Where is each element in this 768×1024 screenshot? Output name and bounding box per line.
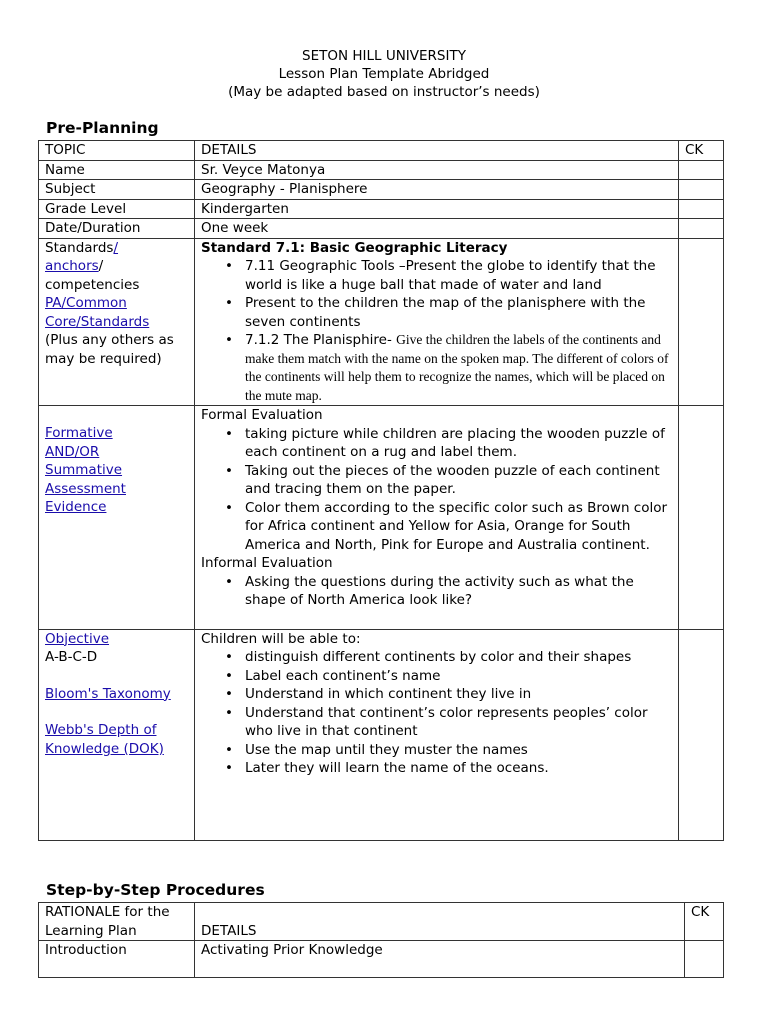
- bullet-serif-text: Give the children the labels of the continents and make them match with the name on the spoken map. The different of colors of the continents will help them to recognize the names, which will be placed on the mute map.: [245, 332, 669, 403]
- standards-note: (Plus any others as may be required): [45, 332, 174, 367]
- table-row: [39, 941, 724, 978]
- preplanning-table: [38, 140, 724, 841]
- template-subtitle: (May be adapted based on instructor’s needs): [228, 84, 540, 100]
- table-header-row: [39, 903, 724, 941]
- list-item: • Understand in which continent they live in: [245, 685, 672, 704]
- list-item: • Taking out the pieces of the wooden puzzle of each continent and tracing them on the paper.: [245, 462, 672, 499]
- standards-label-cell: [39, 238, 195, 406]
- list-item: • 7.11 Geographic Tools –Present the globe to identify that the world is like a huge ball that made of water and land: [245, 257, 672, 294]
- objective-list: [201, 648, 672, 778]
- objective-details-cell: [195, 629, 679, 840]
- objective-intro: Children will be able to:: [201, 630, 361, 647]
- blooms-taxonomy-link[interactable]: Bloom's Taxonomy: [45, 685, 171, 702]
- ck-cell: [679, 219, 724, 239]
- details-header: [195, 903, 685, 941]
- core-standards-link[interactable]: Core/Standards: [45, 313, 150, 330]
- assessment-link[interactable]: Assessment: [45, 480, 126, 497]
- ck-cell: [679, 629, 724, 840]
- pa-common-link[interactable]: PA/Common: [45, 295, 127, 311]
- ck-cell: [685, 941, 724, 978]
- table-row: [39, 219, 724, 239]
- row-label: Name: [39, 160, 195, 180]
- row-label: Grade Level: [39, 199, 195, 219]
- objective-label-cell: [39, 629, 195, 840]
- informal-list: [201, 573, 672, 610]
- and-or-link[interactable]: AND/OR: [45, 443, 100, 460]
- procedures-title: Step-by-Step Procedures: [46, 881, 265, 899]
- table-row: [39, 160, 724, 180]
- list-item: • Later they will learn the name of the oceans.: [245, 759, 672, 778]
- abcd-label: A-B-C-D: [45, 649, 98, 665]
- ck-cell: [679, 180, 724, 200]
- objective-link[interactable]: Objective: [45, 630, 110, 647]
- formative-link[interactable]: Formative: [45, 425, 113, 441]
- assessment-details-cell: [195, 406, 679, 630]
- ck-header: CK: [679, 141, 724, 161]
- bullet-prefix: 7.1.2 The Planisphire-: [245, 332, 397, 348]
- standards-row: [39, 238, 724, 406]
- details-header: DETAILS: [195, 141, 679, 161]
- row-value: Sr. Veyce Matonya: [195, 160, 679, 180]
- list-item: • Asking the questions during the activity such as what the shape of North America look like?: [245, 573, 672, 610]
- competencies-label: competencies: [45, 276, 140, 293]
- ck-cell: [679, 160, 724, 180]
- standards-details-cell: [195, 238, 679, 406]
- evidence-link[interactable]: Evidence: [45, 499, 107, 515]
- formal-list: [201, 425, 672, 555]
- list-item: • Color them according to the specific color such as Brown color for Africa continent and Yellow for Asia, Orange for South America and North, Pink for Europe and Australia continent.: [245, 499, 672, 555]
- table-header-row: [39, 141, 724, 161]
- formal-evaluation-heading: Formal Evaluation: [201, 407, 323, 423]
- table-row: [39, 199, 724, 219]
- list-item: • Understand that continent’s color represents peoples’ color who live in that continent: [245, 704, 672, 741]
- webbs-dok-link-line1[interactable]: Webb's Depth of: [45, 722, 157, 738]
- ck-cell: [679, 199, 724, 219]
- standards-list: [201, 257, 672, 405]
- row-value: Kindergarten: [195, 199, 679, 219]
- list-item: [245, 331, 672, 405]
- row-label: Subject: [39, 180, 195, 200]
- anchors-link[interactable]: anchors: [45, 258, 99, 274]
- standard-heading: Standard 7.1: Basic Geographic Literacy: [201, 239, 508, 256]
- assessment-row: [39, 406, 724, 630]
- summative-link[interactable]: Summative: [45, 462, 123, 478]
- preplanning-title: Pre-Planning: [46, 119, 159, 137]
- rationale-header: RATIONALE for the Learning Plan: [39, 903, 195, 941]
- template-title: Lesson Plan Template Abridged: [278, 66, 490, 82]
- objective-row: [39, 629, 724, 840]
- list-item: • taking picture while children are placing the wooden puzzle of each continent on a rug and label them.: [245, 425, 672, 462]
- details-header-label: DETAILS: [201, 922, 257, 939]
- ck-cell: [679, 238, 724, 406]
- procedures-table: [38, 902, 724, 978]
- university-name: SETON HILL UNIVERSITY: [302, 48, 466, 64]
- assessment-label-cell: [39, 406, 195, 630]
- standards-label: Standards: [45, 239, 114, 256]
- ck-header: CK: [685, 903, 724, 941]
- list-item: • Label each continent’s name: [245, 667, 672, 686]
- list-item: • Use the map until they muster the names: [245, 741, 672, 760]
- row-value: One week: [195, 219, 679, 239]
- informal-evaluation-heading: Informal Evaluation: [201, 555, 333, 571]
- ck-cell: [679, 406, 724, 630]
- table-row: [39, 180, 724, 200]
- standards-link-slash[interactable]: /: [113, 239, 119, 256]
- list-item: • distinguish different continents by color and their shapes: [245, 648, 672, 667]
- list-item: • Present to the children the map of the planisphere with the seven continents: [245, 294, 672, 331]
- standards-slash: /: [98, 258, 104, 274]
- webbs-dok-link-line2[interactable]: Knowledge (DOK): [45, 740, 164, 757]
- topic-header: TOPIC: [39, 141, 195, 161]
- row-value: Geography - Planisphere: [195, 180, 679, 200]
- row-value: Activating Prior Knowledge: [195, 941, 685, 978]
- row-label: Date/Duration: [39, 219, 195, 239]
- row-label: Introduction: [39, 941, 195, 978]
